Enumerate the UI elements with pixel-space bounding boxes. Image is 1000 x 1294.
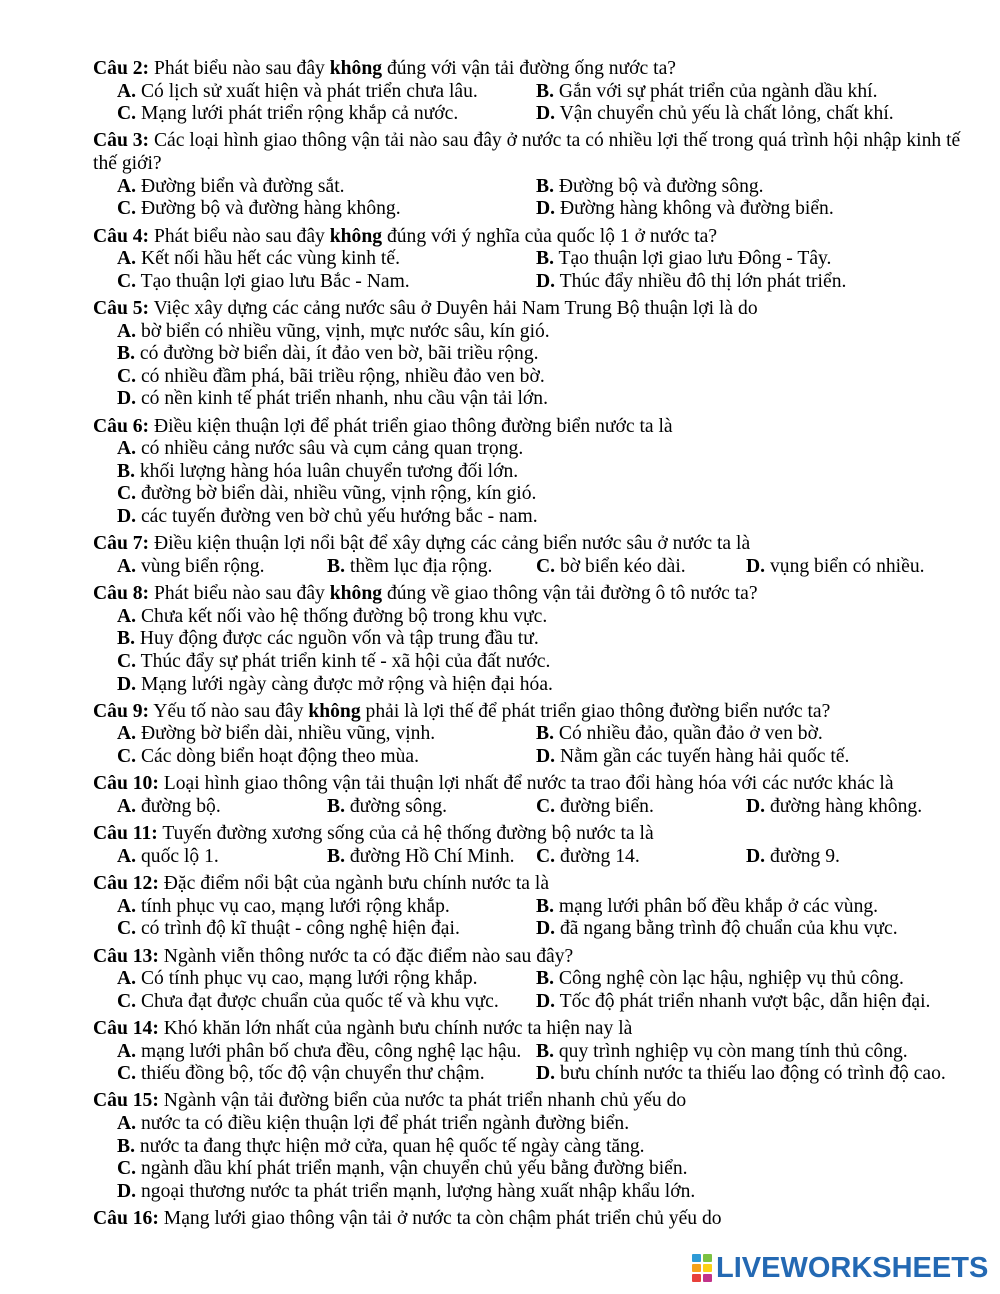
option-letter: B.: [117, 460, 135, 482]
option-letter: D.: [117, 506, 137, 528]
option-text: mạng lưới phân bố chưa đều, công nghệ lạc hậu.: [140, 1040, 522, 1062]
option-text: nước ta có điều kiện thuận lợi để phát triển ngành đường biển.: [140, 1113, 630, 1135]
option-text: Công nghệ còn lạc hậu, nghiệp vụ thủ công.: [558, 968, 904, 990]
question-number: Câu 12:: [93, 873, 159, 895]
option-text: Đường hàng không và đường biển.: [559, 198, 834, 220]
option-letter: B.: [536, 1040, 554, 1062]
question-text: đúng với vận tải đường ống nước ta?: [382, 58, 676, 79]
question-13-option-b[interactable]: [536, 968, 973, 991]
question-11-option-d[interactable]: [746, 846, 973, 869]
option-letter: A.: [117, 555, 137, 577]
question-text: Các loại hình giao thông vận tải nào sau đây ở nước ta có nhiều lợi thế trong quá trình hội nhập kinh tế thế giới?: [93, 130, 961, 175]
question-7-option-a[interactable]: [117, 556, 327, 579]
option-text: có nhiều đầm phá, bãi triều rộng, nhiều đảo ven bờ.: [140, 365, 545, 387]
option-text: đường Hồ Chí Minh.: [349, 845, 515, 867]
question-text: Mạng lưới giao thông vận tải ở nước ta còn chậm phát triển chủ yếu do: [163, 1208, 722, 1230]
option-letter: D.: [536, 990, 556, 1012]
option-letter: A.: [117, 1040, 137, 1062]
question-list: [93, 58, 973, 1231]
question-9-options: [117, 723, 973, 768]
question-number: Câu 2:: [93, 58, 150, 79]
question-8-option-d[interactable]: [117, 674, 973, 697]
question-3-option-d[interactable]: [536, 198, 973, 221]
question-4: [93, 226, 973, 294]
option-letter: D.: [746, 555, 766, 577]
option-text: khối lượng hàng hóa luân chuyển tương đối lớn.: [139, 460, 519, 482]
question-4-stem: [93, 226, 973, 249]
question-6-stem: [93, 416, 973, 439]
question-5-option-b[interactable]: [117, 343, 973, 366]
question-text: Điều kiện thuận lợi để phát triển giao thông đường biển nước ta là: [153, 415, 673, 437]
question-2-option-b[interactable]: [536, 81, 973, 104]
option-text: các tuyến đường ven bờ chủ yếu hướng bắc - nam.: [140, 506, 538, 528]
question-text: Ngành viễn thông nước ta có đặc điểm nào sau đây?: [163, 945, 574, 967]
option-text: mạng lưới phân bố đều khắp ở các vùng.: [558, 895, 879, 917]
question-text: Đặc điểm nổi bật của ngành bưu chính nước ta là: [163, 873, 550, 895]
question-13-stem: [93, 946, 973, 969]
option-text: bờ biển có nhiều vũng, vịnh, mực nước sâu, kín gió.: [140, 320, 550, 342]
question-5-option-d[interactable]: [117, 388, 973, 411]
question-keyword: không: [329, 58, 383, 79]
option-letter: A.: [117, 1113, 137, 1135]
option-letter: D.: [746, 795, 766, 817]
option-letter: D.: [536, 198, 556, 220]
option-letter: A.: [117, 895, 137, 917]
question-8-option-b[interactable]: [117, 628, 973, 651]
question-8-stem: [93, 583, 973, 606]
question-3-stem: [93, 130, 973, 175]
option-text: đường 9.: [769, 845, 840, 867]
question-6-option-d[interactable]: [117, 506, 973, 529]
option-letter: B.: [536, 968, 554, 990]
option-text: Nằm gần các tuyến hàng hải quốc tế.: [559, 746, 850, 768]
question-14-option-a[interactable]: [117, 1041, 536, 1064]
question-text: Phát biểu nào sau đây: [153, 58, 330, 79]
option-letter: A.: [117, 968, 137, 990]
question-4-option-b[interactable]: [536, 248, 973, 271]
question-8-option-a[interactable]: [117, 606, 973, 629]
question-10-option-c[interactable]: [536, 796, 746, 819]
question-9-option-b[interactable]: [536, 723, 973, 746]
option-letter: C.: [536, 795, 556, 817]
option-text: Mạng lưới ngày càng được mở rộng và hiện đại hóa.: [140, 673, 553, 695]
question-number: Câu 4:: [93, 225, 150, 247]
question-13-option-a[interactable]: [117, 968, 536, 991]
question-11: [93, 823, 973, 868]
question-number: Câu 14:: [93, 1018, 159, 1039]
question-3-option-c[interactable]: [117, 198, 536, 221]
question-15-option-a[interactable]: [117, 1113, 973, 1136]
option-letter: C.: [117, 270, 137, 292]
option-letter: D.: [117, 673, 137, 695]
option-text: đường hàng không.: [769, 795, 923, 817]
option-letter: C.: [117, 650, 137, 672]
question-text: Loại hình giao thông vận tải thuận lợi nhất để nước ta trao đổi hàng hóa với các nước khác là: [163, 773, 894, 795]
option-text: bờ biển kéo dài.: [559, 555, 686, 577]
question-8: [93, 583, 973, 696]
question-2-stem: [93, 58, 973, 81]
question-2-option-a[interactable]: [117, 81, 536, 104]
option-letter: D.: [536, 1063, 556, 1085]
option-text: thềm lục địa rộng.: [349, 555, 493, 577]
option-letter: A.: [117, 723, 137, 745]
option-text: Đường bộ và đường hàng không.: [140, 198, 401, 220]
question-9-option-c[interactable]: [117, 746, 536, 769]
question-6-option-b[interactable]: [117, 461, 973, 484]
question-number: Câu 5:: [93, 298, 150, 319]
question-4-option-a[interactable]: [117, 248, 536, 271]
option-text: Huy động được các nguồn vốn và tập trung đầu tư.: [139, 628, 539, 650]
question-number: Câu 16:: [93, 1208, 159, 1230]
question-8-option-c[interactable]: [117, 651, 973, 674]
question-7-options: [117, 556, 973, 579]
option-text: Tạo thuận lợi giao lưu Đông - Tây.: [558, 248, 832, 270]
question-9-option-d[interactable]: [536, 746, 973, 769]
option-text: Gắn với sự phát triển của ngành dầu khí.: [558, 80, 878, 102]
question-3-option-b[interactable]: [536, 176, 973, 199]
option-letter: A.: [117, 175, 137, 197]
option-text: đường bộ.: [140, 795, 221, 817]
option-text: ngoại thương nước ta phát triển mạnh, lượng hàng xuất nhập khẩu lớn.: [140, 1180, 696, 1202]
option-letter: C.: [117, 1063, 137, 1085]
option-letter: D.: [536, 103, 556, 125]
option-text: Đường biển và đường sắt.: [140, 175, 345, 197]
option-text: có nhiều cảng nước sâu và cụm cảng quan trọng.: [140, 438, 524, 460]
question-11-option-a[interactable]: [117, 846, 327, 869]
question-10: [93, 773, 973, 818]
option-letter: C.: [117, 103, 137, 125]
option-letter: D.: [117, 1180, 137, 1202]
option-text: ngành dầu khí phát triển mạnh, vận chuyển chủ yếu bằng đường biển.: [140, 1158, 688, 1180]
question-10-option-a[interactable]: [117, 796, 327, 819]
question-text: Ngành vận tải đường biển của nước ta phát triển nhanh chủ yếu do: [163, 1090, 687, 1112]
question-10-option-b[interactable]: [327, 796, 536, 819]
question-text: Việc xây dựng các cảng nước sâu ở Duyên hải Nam Trung Bộ thuận lợi là do: [153, 298, 758, 319]
question-15-stem: [93, 1090, 973, 1113]
option-letter: C.: [117, 483, 137, 505]
question-3: [93, 130, 973, 220]
option-text: Đường bộ và đường sông.: [558, 175, 764, 197]
option-text: Thúc đẩy sự phát triển kinh tế - xã hội của đất nước.: [140, 650, 551, 672]
option-letter: B.: [327, 795, 345, 817]
question-2-option-c[interactable]: [117, 103, 536, 126]
question-keyword: không: [329, 225, 383, 247]
option-letter: C.: [536, 555, 556, 577]
question-14-option-c[interactable]: [117, 1063, 536, 1086]
option-letter: B.: [327, 555, 345, 577]
question-2: [93, 58, 973, 126]
option-letter: C.: [117, 990, 137, 1012]
option-letter: B.: [536, 80, 554, 102]
question-7-stem: [93, 533, 973, 556]
question-number: Câu 11:: [93, 823, 158, 845]
question-14-stem: [93, 1018, 973, 1041]
question-14: [93, 1018, 973, 1086]
question-4-option-c[interactable]: [117, 271, 536, 294]
question-10-stem: [93, 773, 973, 796]
option-text: bưu chính nước ta thiếu lao động có trình độ cao.: [559, 1063, 946, 1085]
question-number: Câu 8:: [93, 583, 150, 605]
question-5-option-a[interactable]: [117, 321, 973, 344]
question-12-option-c[interactable]: [117, 918, 536, 941]
option-text: có trình độ kĩ thuật - công nghệ hiện đại.: [140, 918, 460, 940]
liveworksheets-logo-icon: [692, 1254, 712, 1282]
option-text: đã ngang bằng trình độ chuẩn của khu vực.: [559, 918, 898, 940]
option-text: đường 14.: [559, 845, 640, 867]
question-text: Yếu tố nào sau đây: [153, 700, 309, 722]
question-12-option-b[interactable]: [536, 896, 973, 919]
option-letter: B.: [536, 723, 554, 745]
question-5-option-c[interactable]: [117, 366, 973, 389]
question-6-options: [117, 438, 973, 528]
question-14-options: [117, 1041, 973, 1086]
question-3-options: [117, 176, 973, 221]
question-text: Điều kiện thuận lợi nổi bật để xây dựng các cảng biển nước sâu ở nước ta là: [153, 533, 751, 555]
option-letter: C.: [117, 746, 137, 768]
question-keyword: không: [329, 583, 383, 605]
option-text: Các dòng biển hoạt động theo mùa.: [140, 746, 420, 768]
option-text: đường sông.: [349, 795, 448, 817]
option-letter: C.: [117, 1158, 137, 1180]
option-text: Đường bờ biển dài, nhiều vũng, vịnh.: [140, 723, 436, 745]
question-9: [93, 701, 973, 769]
option-text: nước ta đang thực hiện mở cửa, quan hệ quốc tế ngày càng tăng.: [139, 1135, 645, 1157]
question-13: [93, 946, 973, 1014]
option-text: quy trình nghiệp vụ còn mang tính thủ công.: [558, 1040, 908, 1062]
option-letter: A.: [117, 80, 137, 102]
question-12-options: [117, 896, 973, 941]
option-text: Kết nối hầu hết các vùng kinh tế.: [140, 248, 400, 270]
question-15: [93, 1090, 973, 1203]
option-letter: D.: [746, 845, 766, 867]
question-2-option-d[interactable]: [536, 103, 973, 126]
option-text: Tốc độ phát triển nhanh vượt bậc, dẫn hiện đại.: [559, 990, 931, 1012]
question-3-option-a[interactable]: [117, 176, 536, 199]
option-letter: B.: [536, 175, 554, 197]
option-letter: B.: [536, 895, 554, 917]
option-letter: A.: [117, 795, 137, 817]
question-2-options: [117, 81, 973, 126]
question-number: Câu 9:: [93, 700, 150, 722]
question-16-stem: [93, 1208, 973, 1231]
question-12-option-d[interactable]: [536, 918, 973, 941]
option-text: Có tính phục vụ cao, mạng lưới rộng khắp.: [140, 968, 478, 990]
question-6: [93, 416, 973, 529]
option-text: Chưa đạt được chuẩn của quốc tế và khu vực.: [140, 990, 499, 1012]
question-text: Phát biểu nào sau đây: [153, 583, 330, 605]
question-7-option-d[interactable]: [746, 556, 973, 579]
option-text: có đường bờ biển dài, ít đảo ven bờ, bãi triều rộng.: [139, 343, 539, 365]
question-number: Câu 6:: [93, 415, 150, 437]
option-letter: B.: [117, 343, 135, 365]
option-text: tính phục vụ cao, mạng lưới rộng khắp.: [140, 895, 450, 917]
option-letter: D.: [536, 270, 556, 292]
option-letter: A.: [117, 248, 137, 270]
question-15-option-d[interactable]: [117, 1181, 973, 1204]
option-letter: A.: [117, 438, 137, 460]
question-11-option-b[interactable]: [327, 846, 536, 869]
option-text: Có nhiều đảo, quần đảo ở ven bờ.: [558, 723, 823, 745]
option-text: vụng biển có nhiều.: [769, 555, 925, 577]
question-8-options: [117, 606, 973, 696]
question-text: Khó khăn lớn nhất của ngành bưu chính nước ta hiện nay là: [163, 1018, 633, 1039]
question-keyword: không: [308, 700, 361, 722]
question-4-options: [117, 248, 973, 293]
option-letter: C.: [536, 845, 556, 867]
question-10-option-d[interactable]: [746, 796, 973, 819]
question-13-option-c[interactable]: [117, 991, 536, 1014]
question-6-option-a[interactable]: [117, 438, 973, 461]
option-letter: D.: [536, 746, 556, 768]
option-letter: B.: [536, 248, 554, 270]
question-13-option-d[interactable]: [536, 991, 973, 1014]
option-letter: B.: [117, 628, 135, 650]
question-11-options: [117, 846, 973, 869]
option-text: Chưa kết nối vào hệ thống đường bộ trong khu vực.: [140, 605, 548, 627]
question-16: [93, 1208, 973, 1231]
question-number: Câu 7:: [93, 533, 150, 555]
option-text: có nền kinh tế phát triển nhanh, nhu cầu vận tải lớn.: [140, 388, 548, 410]
option-text: Vận chuyển chủ yếu là chất lỏng, chất khí.: [559, 103, 894, 125]
question-15-option-b[interactable]: [117, 1136, 973, 1159]
question-9-option-a[interactable]: [117, 723, 536, 746]
option-text: Thúc đẩy nhiều đô thị lớn phát triển.: [559, 270, 847, 292]
option-text: vùng biển rộng.: [140, 555, 265, 577]
option-letter: C.: [117, 198, 137, 220]
option-letter: A.: [117, 845, 137, 867]
question-5: [93, 298, 973, 411]
option-letter: D.: [117, 388, 137, 410]
question-14-option-b[interactable]: [536, 1041, 973, 1064]
liveworksheets-logo-text: LIVEWORKSHEETS: [716, 1252, 989, 1284]
option-letter: B.: [327, 845, 345, 867]
option-text: quốc lộ 1.: [140, 845, 219, 867]
option-letter: D.: [536, 918, 556, 940]
option-text: thiếu đồng bộ, tốc độ vận chuyển thư chậm.: [140, 1063, 485, 1085]
question-7-option-b[interactable]: [327, 556, 536, 579]
question-15-option-c[interactable]: [117, 1158, 973, 1181]
question-5-stem: [93, 298, 973, 321]
question-number: Câu 15:: [93, 1090, 159, 1112]
option-letter: A.: [117, 605, 137, 627]
question-5-options: [117, 321, 973, 411]
question-number: Câu 10:: [93, 773, 159, 795]
question-7: [93, 533, 973, 578]
option-letter: C.: [117, 918, 137, 940]
question-7-option-c[interactable]: [536, 556, 746, 579]
question-text: phải là lợi thế để phát triển giao thông đường biển nước ta?: [360, 700, 831, 722]
option-letter: B.: [117, 1135, 135, 1157]
question-12-option-a[interactable]: [117, 896, 536, 919]
question-6-option-c[interactable]: [117, 483, 973, 506]
question-text: Tuyến đường xương sống của cả hệ thống đường bộ nước ta là: [162, 823, 654, 845]
question-text: Phát biểu nào sau đây: [153, 225, 330, 247]
question-text: đúng về giao thông vận tải đường ô tô nước ta?: [382, 583, 758, 605]
question-11-option-c[interactable]: [536, 846, 746, 869]
liveworksheets-logo: [692, 1252, 988, 1284]
option-text: đường bờ biển dài, nhiều vũng, vịnh rộng, kín gió.: [140, 483, 537, 505]
question-12-stem: [93, 873, 973, 896]
question-13-options: [117, 968, 973, 1013]
option-text: Tạo thuận lợi giao lưu Bắc - Nam.: [140, 270, 410, 292]
question-4-option-d[interactable]: [536, 271, 973, 294]
question-number: Câu 13:: [93, 945, 159, 967]
option-letter: A.: [117, 320, 137, 342]
question-10-options: [117, 796, 973, 819]
question-11-stem: [93, 823, 973, 846]
question-14-option-d[interactable]: [536, 1063, 973, 1086]
option-text: Mạng lưới phát triển rộng khắp cả nước.: [140, 103, 459, 125]
question-text: đúng với ý nghĩa của quốc lộ 1 ở nước ta?: [382, 225, 718, 247]
question-number: Câu 3:: [93, 130, 150, 152]
option-letter: C.: [117, 365, 137, 387]
option-text: đường biển.: [559, 795, 654, 817]
question-15-options: [117, 1113, 973, 1203]
question-12: [93, 873, 973, 941]
option-text: Có lịch sử xuất hiện và phát triển chưa lâu.: [140, 80, 478, 102]
question-9-stem: [93, 701, 973, 724]
